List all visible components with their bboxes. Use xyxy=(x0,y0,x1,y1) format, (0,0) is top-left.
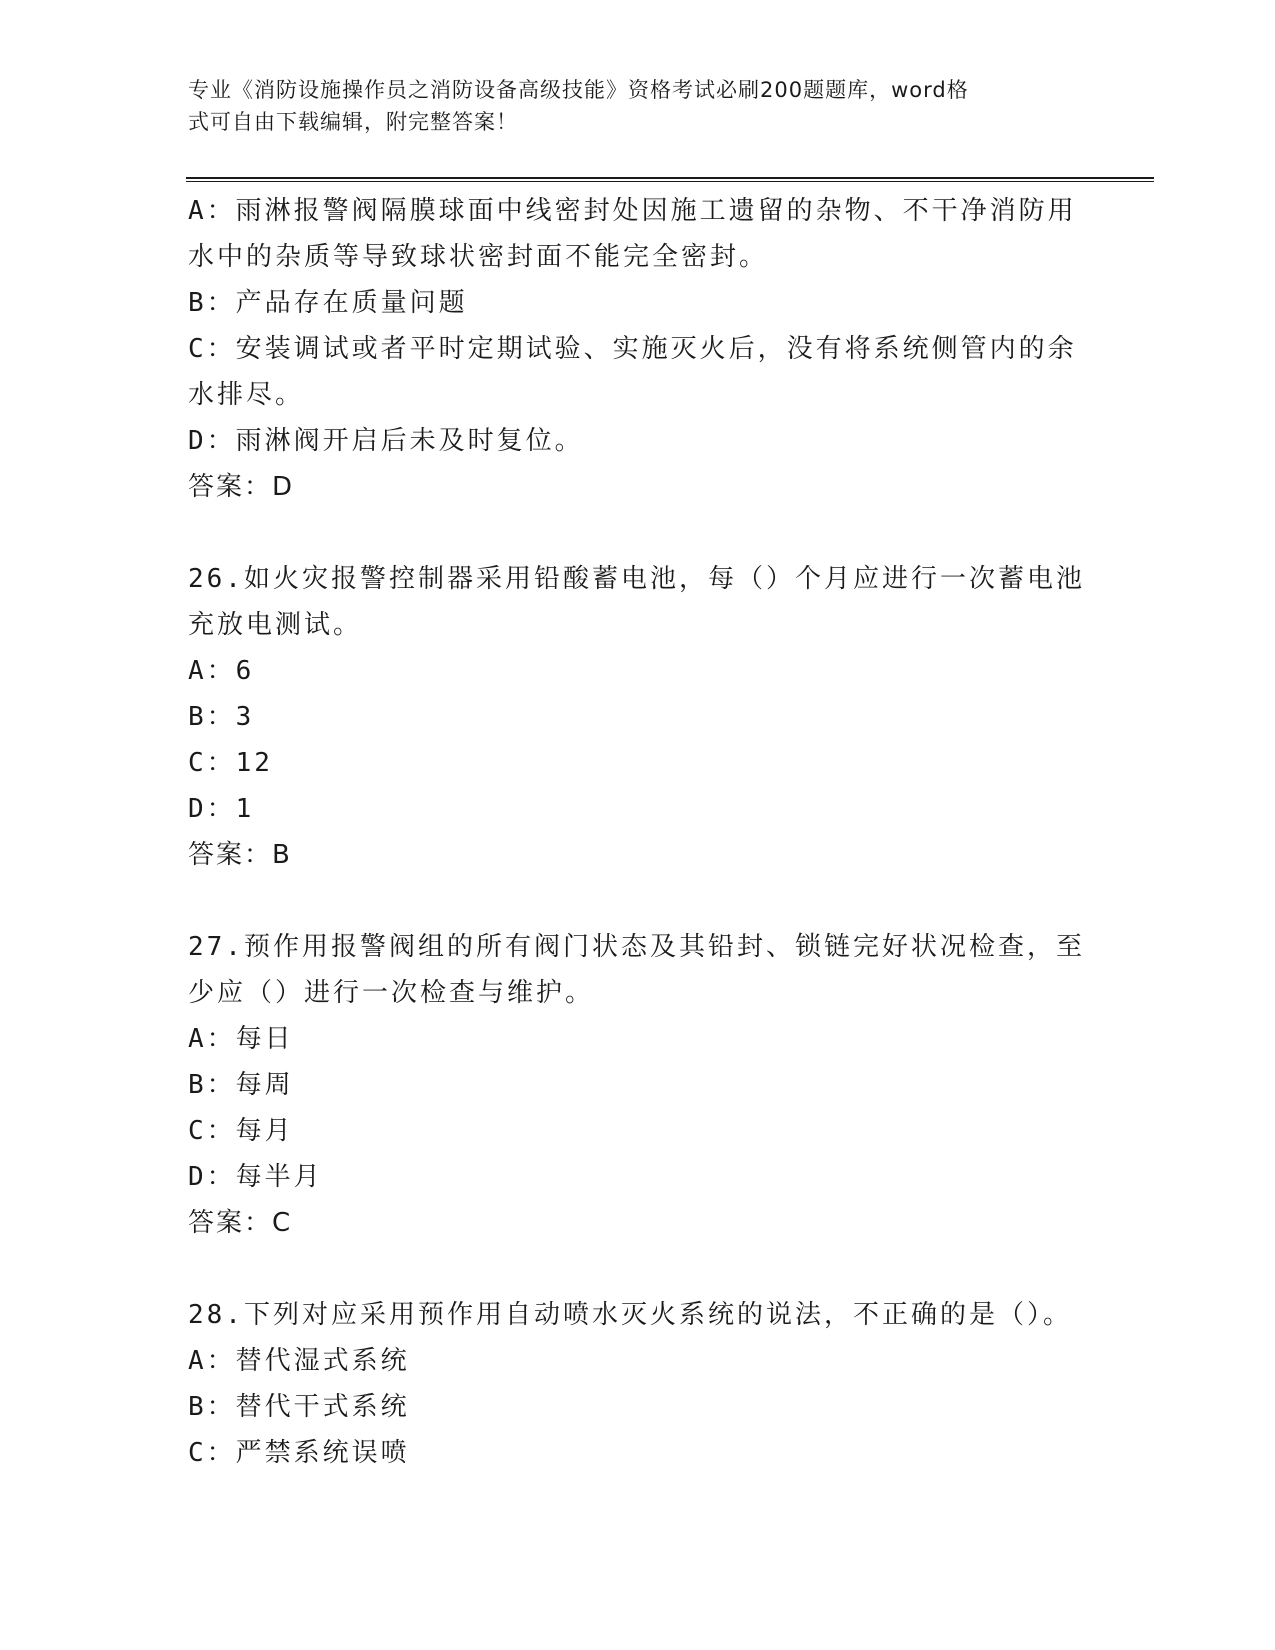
header-line-2: 式可自由下载编辑，附完整答案！ xyxy=(188,110,518,134)
question-stem: 26.如火灾报警控制器采用铅酸蓄电池，每（）个月应进行一次蓄电池 xyxy=(188,564,1085,594)
question-stem-continued: 充放电测试。 xyxy=(188,610,363,640)
option-a: A：每日 xyxy=(188,1024,294,1054)
option-a: A：雨淋报警阀隔膜球面中线密封处因施工遗留的杂物、不干净消防用 xyxy=(188,196,1077,226)
document-header xyxy=(188,74,1068,138)
option-c: C：安装调试或者平时定期试验、实施灭火后，没有将系统侧管内的余 xyxy=(188,334,1077,364)
question-stem: 27.预作用报警阀组的所有阀门状态及其铅封、锁链完好状况检查，至 xyxy=(188,932,1085,962)
header-divider xyxy=(186,177,1154,182)
spacer xyxy=(188,510,1088,556)
option-c-continued: 水排尽。 xyxy=(188,380,305,410)
option-a: A：6 xyxy=(188,656,255,686)
question-26 xyxy=(188,556,1088,878)
header-line-1: 专业《消防设施操作员之消防设备高级技能》资格考试必刷200题题库，word格 xyxy=(188,78,969,102)
option-b: B：替代干式系统 xyxy=(188,1392,410,1422)
option-c: C：12 xyxy=(188,748,273,778)
option-b: B：3 xyxy=(188,702,255,732)
question-28 xyxy=(188,1292,1088,1476)
question-27 xyxy=(188,924,1088,1246)
question-list xyxy=(188,188,1088,1476)
option-c: C：严禁系统误喷 xyxy=(188,1438,410,1468)
question-25 xyxy=(188,188,1088,510)
option-c: C：每月 xyxy=(188,1116,294,1146)
option-d: D：雨淋阀开启后未及时复位。 xyxy=(188,426,584,456)
option-a: A：替代湿式系统 xyxy=(188,1346,410,1376)
option-b: B：产品存在质量问题 xyxy=(188,288,468,318)
answer: 答案：B xyxy=(188,840,292,870)
answer: 答案：C xyxy=(188,1208,293,1238)
question-stem-continued: 少应（）进行一次检查与维护。 xyxy=(188,978,595,1008)
option-d: D：每半月 xyxy=(188,1162,323,1192)
answer: 答案：D xyxy=(188,472,295,502)
spacer xyxy=(188,878,1088,924)
option-d: D：1 xyxy=(188,794,255,824)
spacer xyxy=(188,1246,1088,1292)
option-b: B：每周 xyxy=(188,1070,294,1100)
question-stem: 28.下列对应采用预作用自动喷水灭火系统的说法，不正确的是（）。 xyxy=(188,1300,1072,1330)
option-a-continued: 水中的杂质等导致球状密封面不能完全密封。 xyxy=(188,242,769,272)
